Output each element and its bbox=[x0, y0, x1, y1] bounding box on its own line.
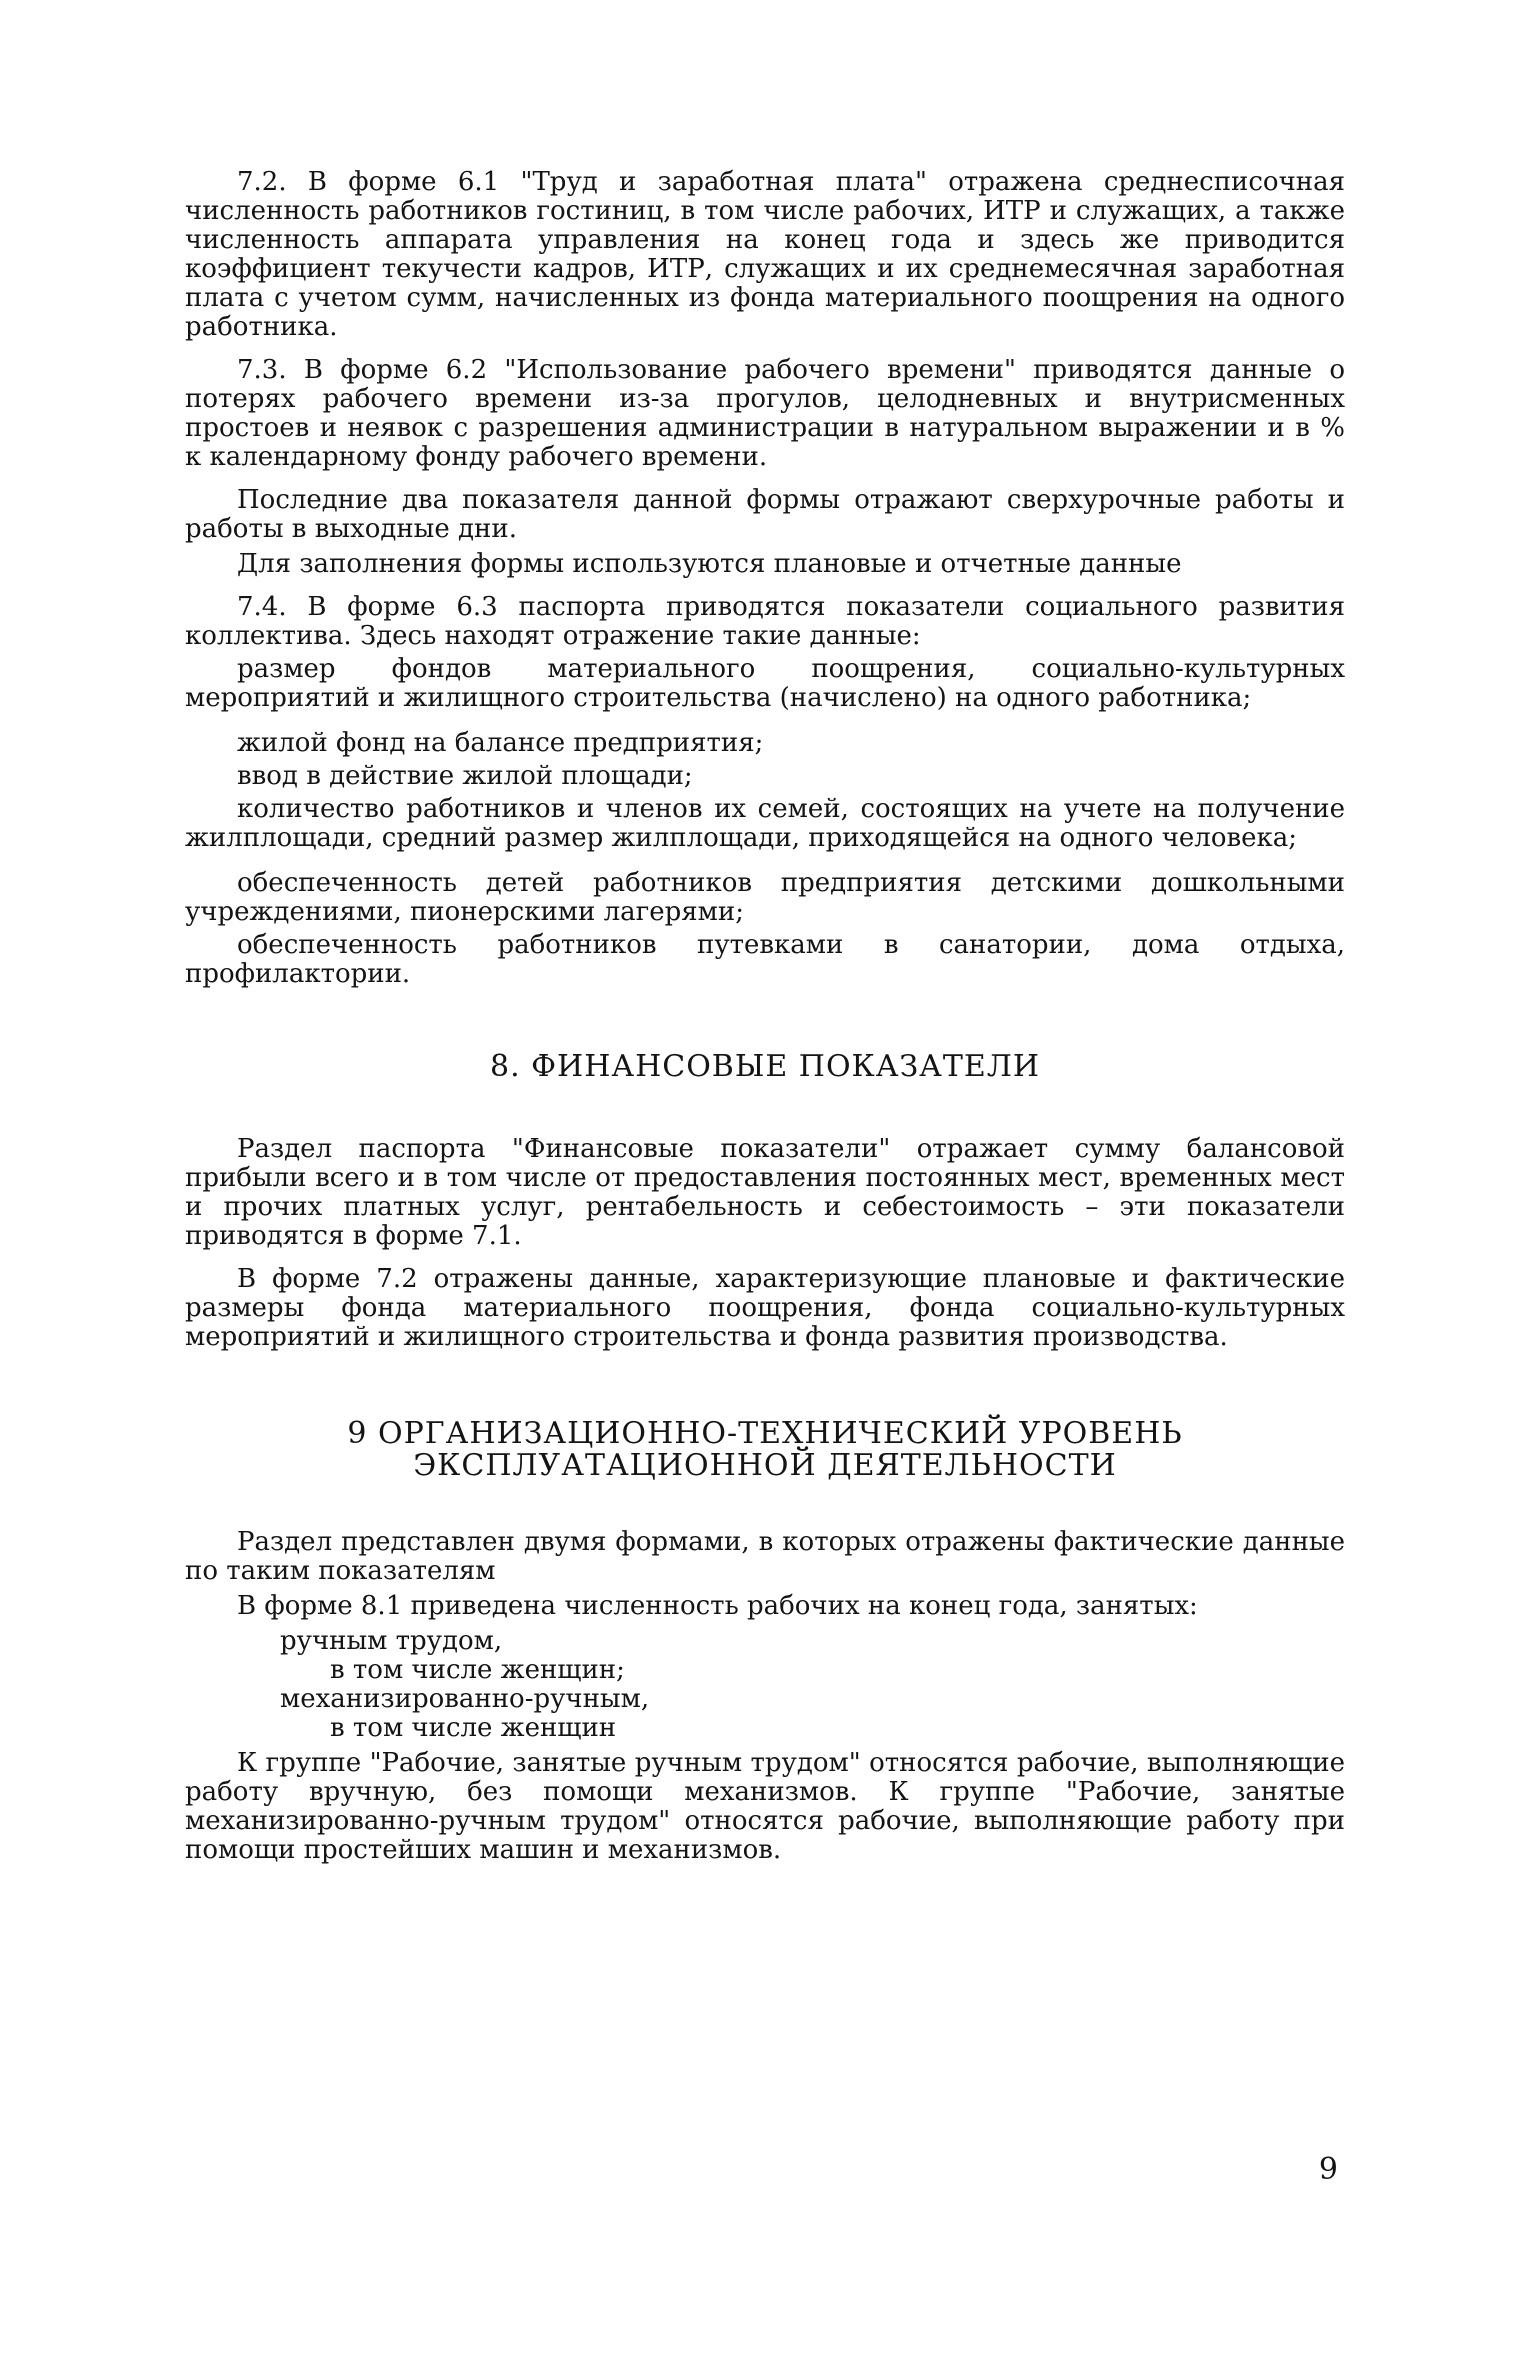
list-item: жилой фонд на балансе предприятия; bbox=[237, 728, 764, 758]
workers-line: в том числе женщин bbox=[330, 1713, 617, 1743]
list-item: количество работников и членов их семей, состоящих на учете на получение жилплощади, средний размер жилплощади, приходящейся на одного человека; bbox=[185, 794, 1345, 853]
list-item: обеспеченность детей работников предприятия детскими дошкольными учреждениями, пионерскими лагерями; bbox=[185, 868, 1345, 927]
section-9-heading-line1: 9 ОРГАНИЗАЦИОННО-ТЕХНИЧЕСКИЙ УРОВЕНЬ bbox=[347, 1416, 1183, 1451]
paragraph-8-1: Раздел паспорта "Финансовые показатели" отражает сумму балансовой прибыли всего и в том числе от предоставления постоянных мест, временных мест и прочих платных услуг, рентабельность и себестоимость – эти показатели приводятся в форме 7.1. bbox=[185, 1134, 1345, 1251]
paragraph-7-4: 7.4. В форме 6.3 паспорта приводятся показатели социального развития коллектива. Здесь находят отражение такие данные: bbox=[185, 592, 1345, 651]
paragraph-9-3: К группе "Рабочие, занятые ручным трудом" относятся рабочие, выполняющие работу вручную, без помощи механизмов. К группе "Рабочие, занятые механизированно-ручным трудом" относятся рабочие, выполняющие работу при помощи простейших машин и механизмов. bbox=[185, 1748, 1345, 1865]
paragraph-9-2: В форме 8.1 приведена численность рабочих на конец года, занятых: bbox=[237, 1591, 1198, 1621]
list-item: ввод в действие жилой площади; bbox=[237, 761, 693, 791]
paragraph-7-2: 7.2. В форме 6.1 "Труд и заработная плата" отражена среднесписочная численность работников гостиниц, в том числе рабочих, ИТР и служащих, а также численность аппарата управления на конец года и здесь же приводится коэффициент текучести кадров, ИТР, служащих и их среднемесячная заработная плата с учетом сумм, начисленных из фонда материального поощрения на одного работника. bbox=[185, 167, 1345, 342]
paragraph-8-2: В форме 7.2 отражены данные, характеризующие плановые и фактические размеры фонда материального поощрения, фонда социально-культурных мероприятий и жилищного строительства и фонда развития производства. bbox=[185, 1264, 1345, 1352]
paragraph-7-3-overtime: Последние два показателя данной формы отражают сверхурочные работы и работы в выходные дни. bbox=[185, 485, 1345, 544]
workers-line: механизированно-ручным, bbox=[280, 1684, 650, 1714]
list-item: размер фондов материального поощрения, социально-культурных мероприятий и жилищного строительства (начислено) на одного работника; bbox=[185, 654, 1345, 713]
text-column bbox=[185, 168, 1345, 1865]
section-9-heading-line2: ЭКСПЛУАТАЦИОННОЙ ДЕЯТЕЛЬНОСТИ bbox=[413, 1448, 1117, 1483]
social-indicators-list bbox=[185, 655, 1345, 989]
paragraph-9-1: Раздел представлен двумя формами, в которых отражены фактические данные по таким показателям bbox=[185, 1527, 1345, 1586]
workers-line: ручным трудом, bbox=[280, 1626, 503, 1656]
workers-line: в том числе женщин; bbox=[330, 1655, 625, 1685]
paragraph-7-3: 7.3. В форме 6.2 "Использование рабочего времени" приводятся данные о потерях рабочего времени из-за прогулов, целодневных и внутрисменных простоев и неявок с разрешения администрации в натуральном выражении и в % к календарному фонду рабочего времени. bbox=[185, 355, 1345, 472]
section-8-heading: 8. ФИНАНСОВЫЕ ПОКАЗАТЕЛИ bbox=[489, 1049, 1041, 1084]
paragraph-7-3-data: Для заполнения формы используются плановые и отчетные данные bbox=[237, 549, 1182, 579]
page-number: 9 bbox=[1318, 2152, 1338, 2187]
list-item: обеспеченность работников путевками в санатории, дома отдыха, профилактории. bbox=[185, 930, 1345, 989]
